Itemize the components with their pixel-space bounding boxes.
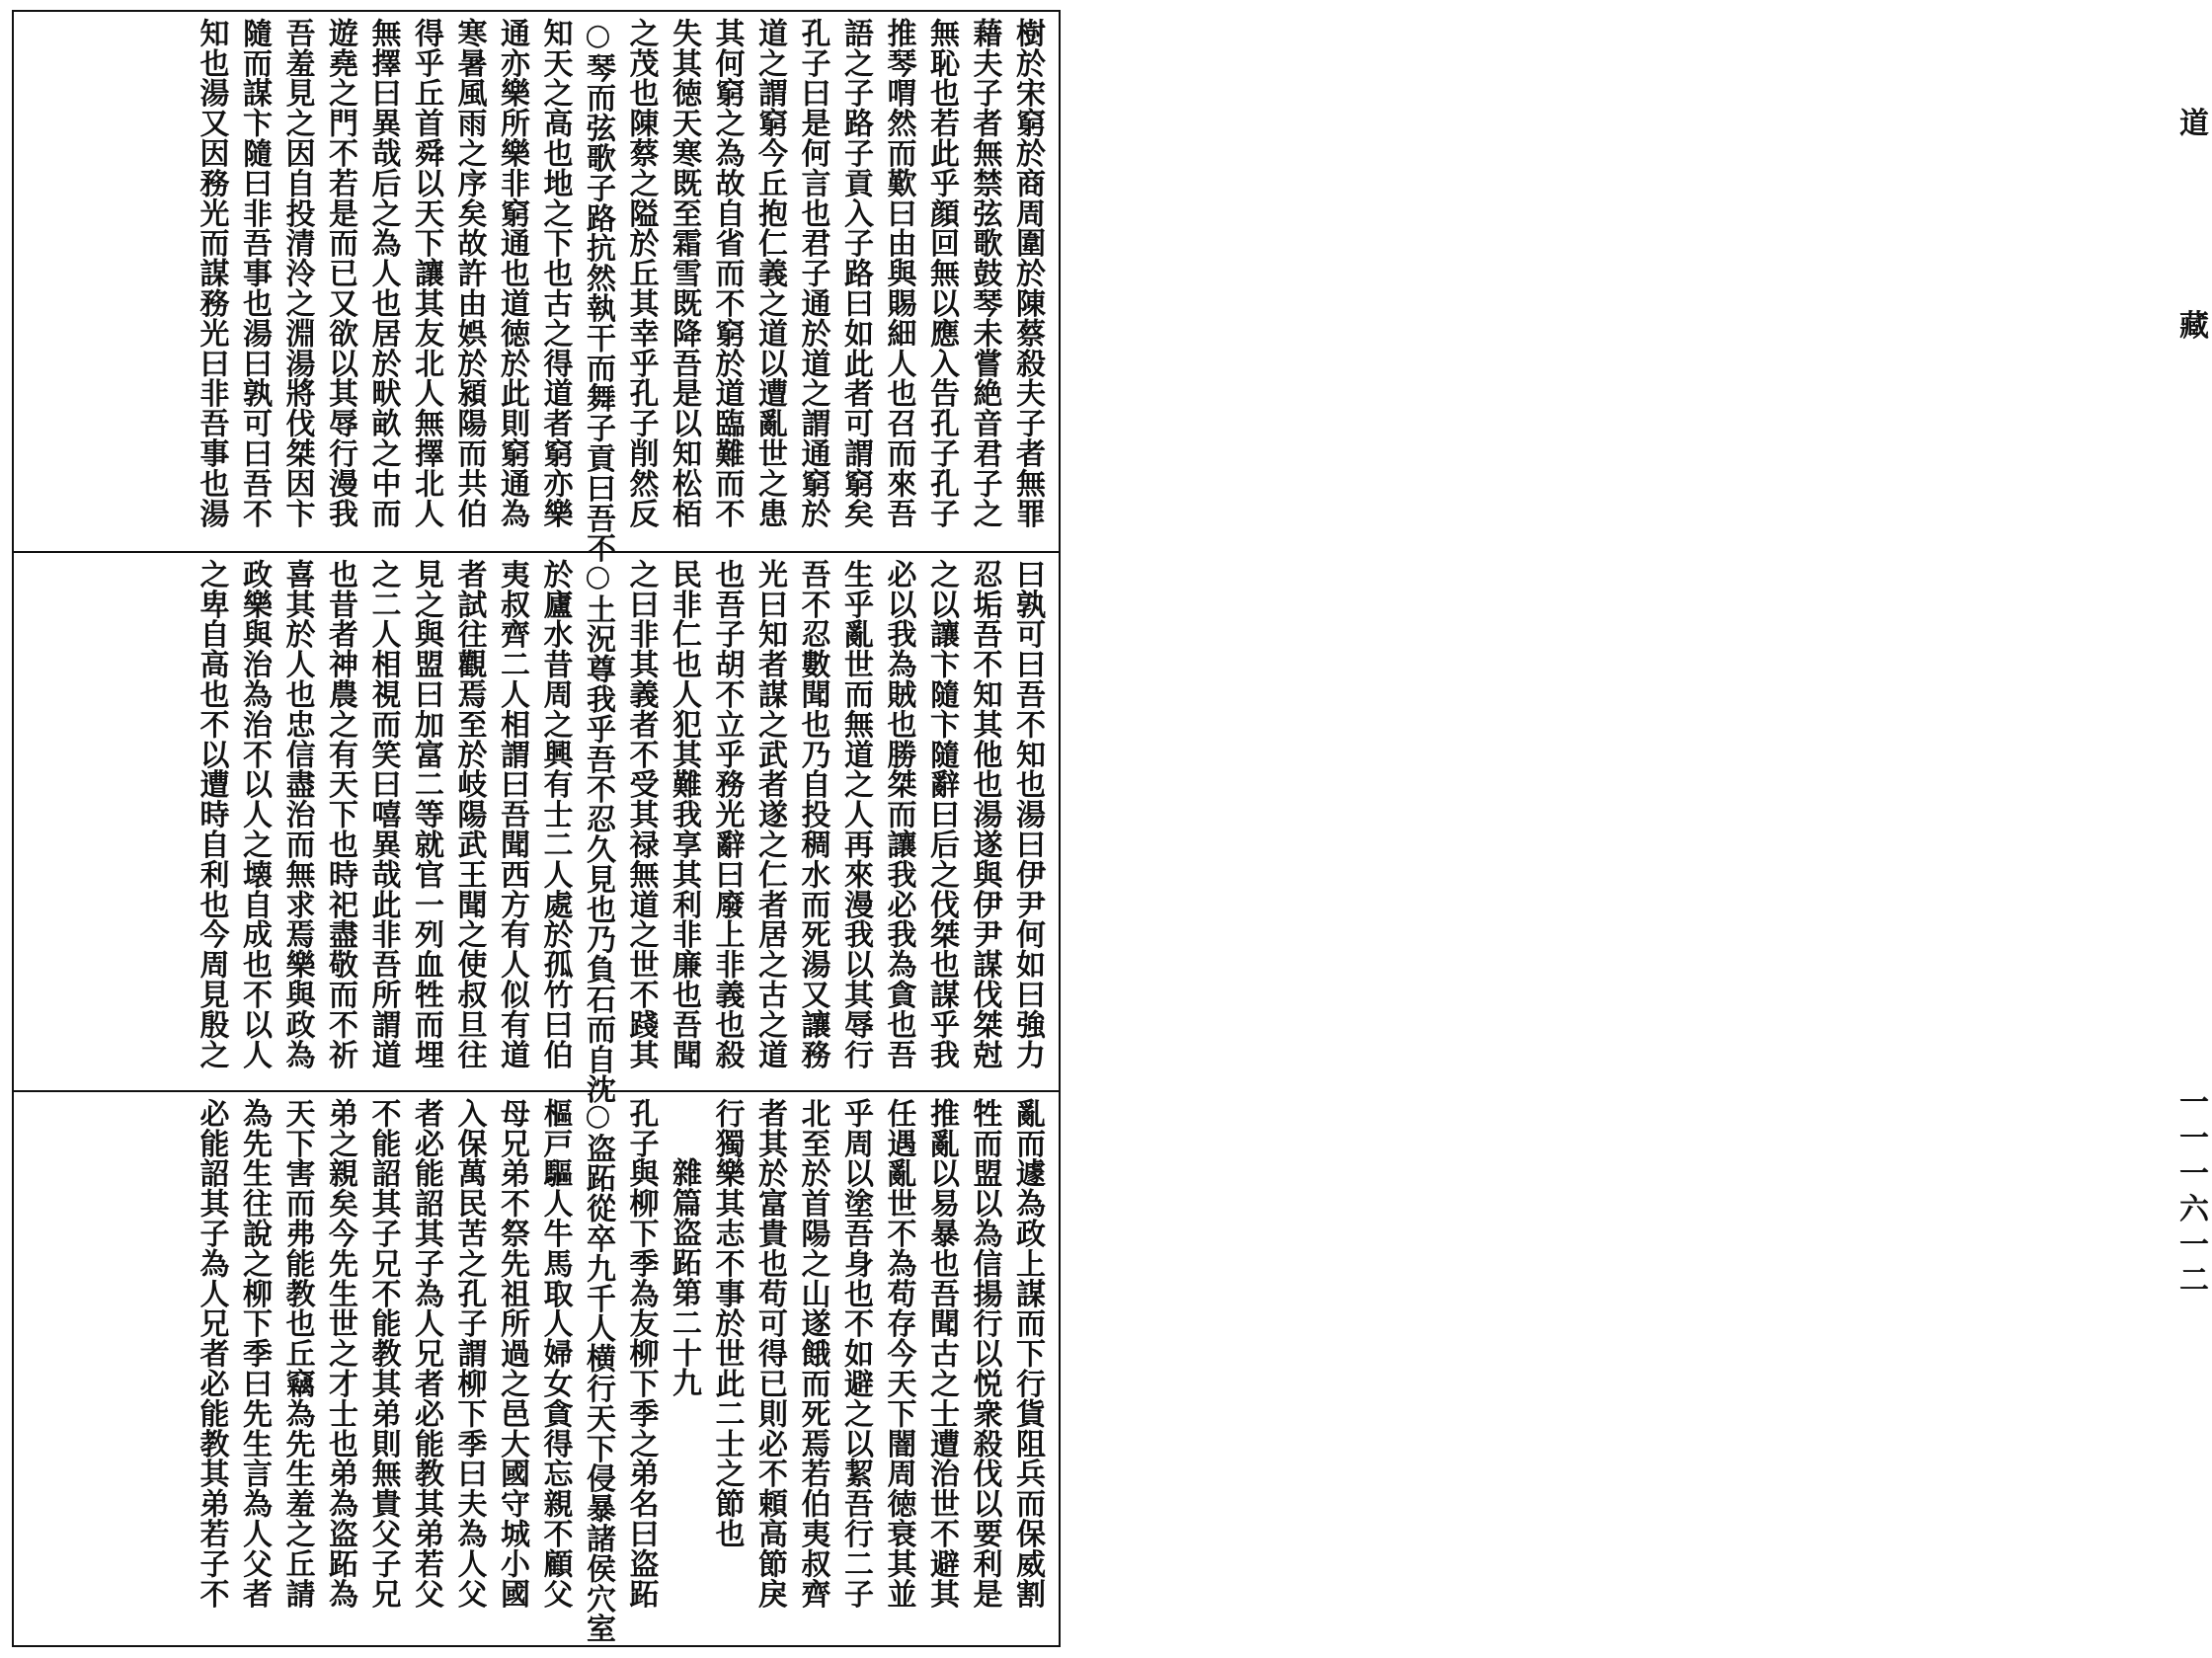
text-column: 天下害而弗能教也丘竊為先生羞之丘請 [279, 1098, 315, 1609]
text-column: 乎周以塗吾身也不如避之以絜吾行二子 [838, 1098, 873, 1609]
text-column: 通亦樂所樂非窮通也道徳於此則窮通為 [495, 18, 529, 528]
page-frame [12, 10, 1061, 1647]
text-column: 得乎丘首舜以天下讓其友北人無擇北人 [409, 18, 443, 528]
text-column: 無擇曰異哉后之為人也居於畎畝之中而 [365, 18, 401, 528]
text-column: 喜其於人也忠信盡治而無求焉樂與政為 [279, 559, 315, 1069]
register-top [14, 12, 1059, 564]
text-column: ○盗跖從卒九千人横行天下侵暴諸侯穴室 [581, 1098, 615, 1644]
text-column: 也昔者神農之有天下也時祀盡敬而不祈 [323, 559, 357, 1069]
text-column: ○土況尊我乎吾不忍久見也乃負石而自沈 [581, 559, 615, 1105]
text-column: 之茂也陳蔡之隘於丘其幸乎孔子削然反 [623, 18, 659, 528]
text-column: 之卑自高也不以遭時自利也今周見殷之 [194, 559, 229, 1069]
text-column: 之曰非其義者不受其禄無道之世不踐其 [623, 559, 659, 1069]
register-bottom [14, 1092, 1059, 1645]
register-middle [14, 553, 1059, 1105]
text-column: 弟之親矣今先生世之才士也弟為盗跖為 [323, 1098, 357, 1609]
text-column: 光曰知者謀之武者遂之仁者居之古之道 [752, 559, 787, 1069]
text-column: 樞戸驅人牛馬取人婦女貪得忘親不顧父 [537, 1098, 573, 1609]
text-column: 必以我為賊也勝桀而讓我必我為貪也吾 [881, 559, 916, 1069]
text-column: 者必能詔其子為人兄者必能教其弟若父 [409, 1098, 443, 1609]
text-column: 之以讓卞隨卞隨辭曰后之伐桀也謀乎我 [924, 559, 959, 1069]
text-column: 於廬水昔周之興有士二人處於孤竹曰伯 [537, 559, 573, 1069]
text-column: 推亂以易暴也吾聞古之士遭治世不避其 [924, 1098, 959, 1609]
text-column: 道之謂窮今丘抱仁義之道以遭亂世之患 [752, 18, 787, 528]
text-column: 政樂與治為治不以人之壊自成也不以人 [237, 559, 272, 1069]
text-column: 為先生往說之柳下季曰先生言為人父者 [237, 1098, 272, 1609]
text-column: 語之子路子貢入子路曰如此者可謂窮矣 [838, 18, 873, 528]
chapter-heading: 雜篇盗跖第二十九 [667, 1157, 701, 1398]
text-column: 不能詔其子兄不能教其弟則無貴父子兄 [365, 1098, 401, 1609]
text-column: 夷叔齊二人相謂曰吾聞西方有人似有道 [495, 559, 529, 1069]
text-column: 孔子曰是何言也君子通於道之謂通窮於 [795, 18, 830, 528]
text-column: 民非仁也人犯其難我享其利非廉也吾聞 [667, 559, 701, 1069]
text-column: 曰孰可曰吾不知也湯曰伊尹何如曰強力 [1010, 559, 1045, 1069]
collection-title-char-2: 藏 [2179, 309, 2209, 344]
text-column: 隨而謀卞隨曰非吾事也湯曰孰可曰吾不 [237, 18, 272, 528]
text-column: 也吾子胡不立乎務光辭曰廢上非義也殺 [709, 559, 745, 1069]
collection-title-char-1: 道 [2179, 107, 2209, 141]
text-column: 者試往觀焉至於岐陽武王聞之使叔旦往 [451, 559, 487, 1069]
text-column: 吾羞見之因自投清泠之淵湯將伐桀因卞 [279, 18, 315, 528]
text-column: 無恥也若此乎顔回無以應入告孔子孔子 [924, 18, 959, 528]
text-column: 者其於富貴也苟可得已則必不頼高節戾 [752, 1098, 787, 1609]
text-column: 推琴喟然而歎曰由與賜細人也召而來吾 [881, 18, 916, 528]
text-column: 必能詔其子為人兄者必能教其弟若子不 [194, 1098, 229, 1609]
text-column: 忍垢吾不知其他也湯遂與伊尹謀伐桀尅 [967, 559, 1002, 1069]
text-column: 之二人相視而笑曰嘻異哉此非吾所謂道 [365, 559, 401, 1069]
page-number: 一一一六一二 [2173, 1086, 2208, 1300]
text-column: 見之與盟曰加富二等就官一列血牲而埋 [409, 559, 443, 1069]
text-column: 吾不忍數聞也乃自投稠水而死湯又讓務 [795, 559, 830, 1069]
text-column: 藉夫子者無禁弦歌鼓琴未嘗絶音君子之 [967, 18, 1002, 528]
text-column: 其何窮之為故自省而不窮於道臨難而不 [709, 18, 745, 528]
text-column: 生乎亂世而無道之人再來漫我以其辱行 [838, 559, 873, 1069]
text-column: 寒暑風雨之序矣故許由娯於潁陽而共伯 [451, 18, 487, 528]
text-column: 亂而遽為政上謀而下行貨阻兵而保威割 [1010, 1098, 1045, 1609]
text-column: 孔子與柳下季為友柳下季之弟名曰盗跖 [623, 1098, 659, 1609]
text-column: 知天之高也地之下也古之得道者窮亦樂 [537, 18, 573, 528]
text-column: 失其徳天寒既至霜雪既降吾是以知松栢 [667, 18, 701, 528]
right-margin [1068, 0, 2209, 1658]
text-column: 母兄弟不祭先祖所過之邑大國守城小國 [495, 1098, 529, 1609]
text-column: 任遇亂世不為苟存今天下闇周徳衰其並 [881, 1098, 916, 1609]
text-column: 遊堯之門不若是而已又欲以其辱行漫我 [323, 18, 357, 528]
text-column: 樹於宋窮於商周圍於陳蔡殺夫子者無罪 [1010, 18, 1045, 528]
text-column: 知也湯又因務光而謀務光曰非吾事也湯 [194, 18, 229, 528]
text-column: 北至於首陽之山遂餓而死焉若伯夷叔齊 [795, 1098, 830, 1609]
text-column: 行獨樂其志不事於世此二士之節也 [709, 1098, 745, 1548]
text-column: 牲而盟以為信揚行以悦衆殺伐以要利是 [967, 1098, 1002, 1609]
text-column: ○琴而弦歌子路抗然執干而舞子貢曰吾不 [581, 18, 615, 564]
text-column: 入保萬民苦之孔子謂柳下季曰夫為人父 [451, 1098, 487, 1609]
